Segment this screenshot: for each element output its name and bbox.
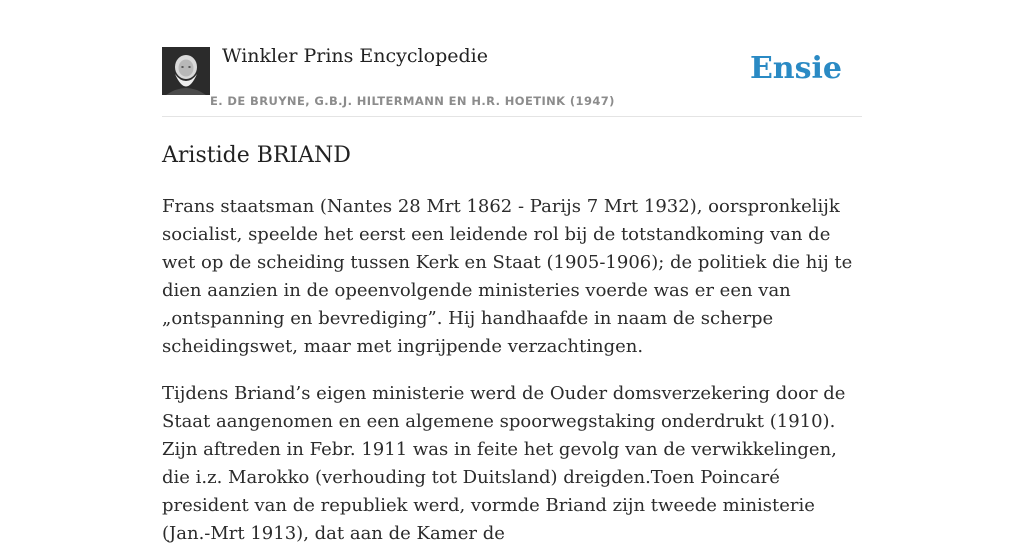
article-paragraph-1: Frans staatsman (Nantes 28 Mrt 1862 - Parijs 7 Mrt 1932), oorspronkelijk socialist, speelde het eerst een leidende rol bij de totstandkoming van de wet op de scheiding tussen Kerk en Staat (1905-1906); de politiek die hij te dien aanzien in de opeenvolgende ministeries voerde was er een van „ontspanning en bevrediging”. Hij handhaafde in naam de scherpe scheidingswet, maar met ingrijpende verzachtingen. <box>162 196 853 357</box>
article-paragraph-2: Tijdens Briand’s eigen ministerie werd de Ouder domsverzekering door de Staat aangenomen en een algemene spoorwegstaking onderdrukt (1910). Zijn aftreden in Febr. 1911 was in feite het gevolg van de verwikkelingen, die i.z. Marokko (verhouding tot Duitsland) dreigden.Toen Poincaré president van de republiek werd, vormde Briand zijn tweede ministerie (Jan.-Mrt 1913), dat aan de Kamer de <box>162 383 846 544</box>
authors-line: E. DE BRUYNE, G.B.J. HILTERMANN EN H.R. HOETINK (1947) <box>210 94 615 108</box>
article-title: Aristide BRIAND <box>162 143 351 168</box>
author-avatar-icon[interactable] <box>162 47 210 95</box>
site-title[interactable]: Winkler Prins Encyclopedie <box>222 45 488 67</box>
header <box>162 0 862 117</box>
ensie-logo-link[interactable]: Ensie <box>749 51 842 86</box>
content-container <box>162 0 862 548</box>
